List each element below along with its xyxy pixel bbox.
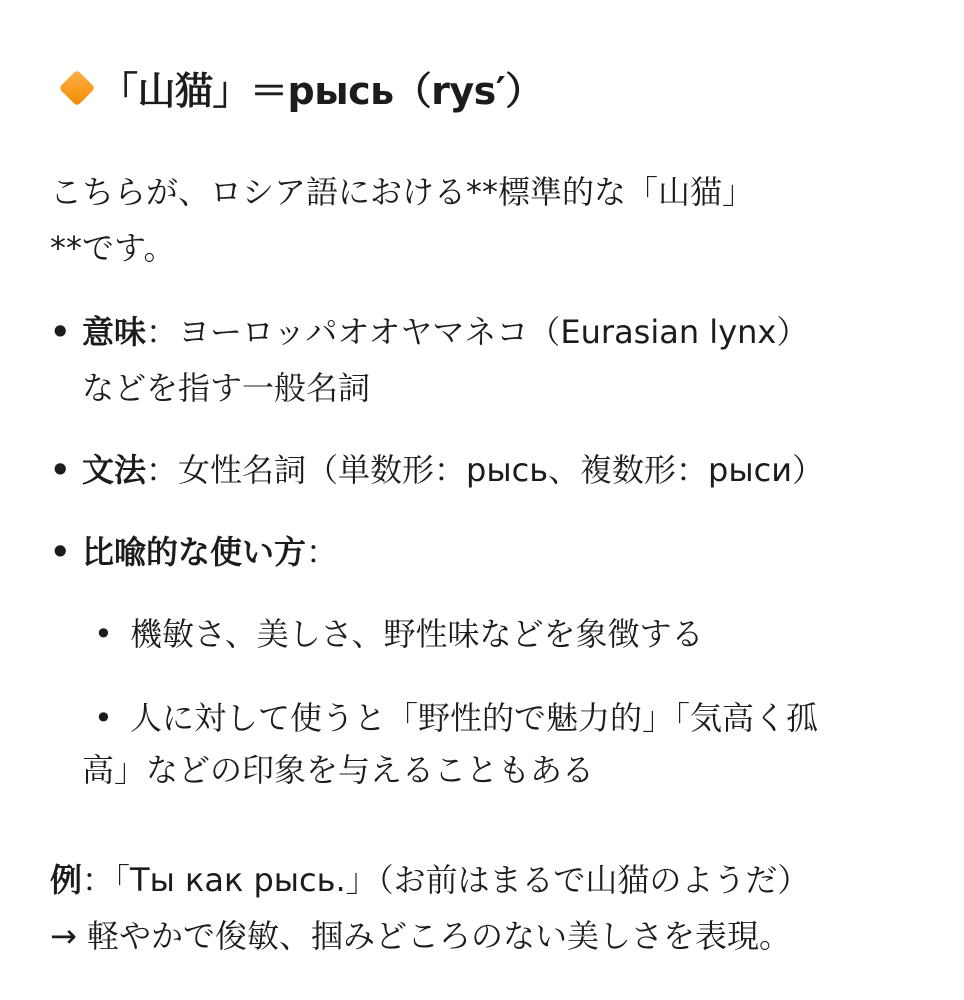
bullet-dot: • (50, 451, 71, 489)
example-sentence: ：「Ты как рысь.」（お前はまるで山猫のようだ） (82, 861, 810, 899)
sub-bullet-1: 機敏さ、美しさ、野性味などを象徴する (130, 615, 704, 653)
intro-line-2: **です。 (50, 229, 176, 267)
intro-line-1: こちらが、ロシア語における**標準的な「山猫」 (50, 173, 755, 211)
bullet-dot: • (50, 313, 71, 351)
grammar-label: 文法 (82, 451, 147, 489)
heading-text: 「山猫」＝рысь（rys′） (100, 69, 543, 113)
orange-diamond-icon (59, 69, 96, 106)
example-label: 例 (50, 861, 83, 899)
bullet-dot: • (50, 533, 71, 571)
meaning-text: ：ヨーロッパオオヤマネコ（Eurasian lynx） (146, 313, 809, 351)
metaphor-bullet (82, 524, 338, 580)
intro-paragraph (50, 164, 754, 276)
meaning-text-2: などを指す一般名詞 (82, 369, 371, 407)
sub-bullet-2-line-2: 高」などの印象を与えることもある (82, 751, 595, 789)
sub-bullet-dot: • (94, 699, 113, 737)
metaphor-colon: ： (306, 533, 339, 571)
sub-bullet-dot: • (94, 615, 113, 653)
metaphor-label: 比喩的な使い方 (82, 533, 307, 571)
meaning-label: 意味 (82, 313, 147, 351)
meaning-bullet (82, 304, 808, 416)
section-heading (58, 60, 543, 115)
example-explanation: → 軽やかで俊敏、掴みどころのない美しさを表現。 (50, 917, 791, 955)
grammar-text: ：女性名詞（単数形：рысь、複数形：рыси） (146, 451, 825, 489)
grammar-bullet (82, 442, 824, 498)
sub-bullet-2-line-1: 人に対して使うと「野性的で魅力的」「気高く孤 (130, 699, 819, 737)
example-block (50, 852, 809, 964)
